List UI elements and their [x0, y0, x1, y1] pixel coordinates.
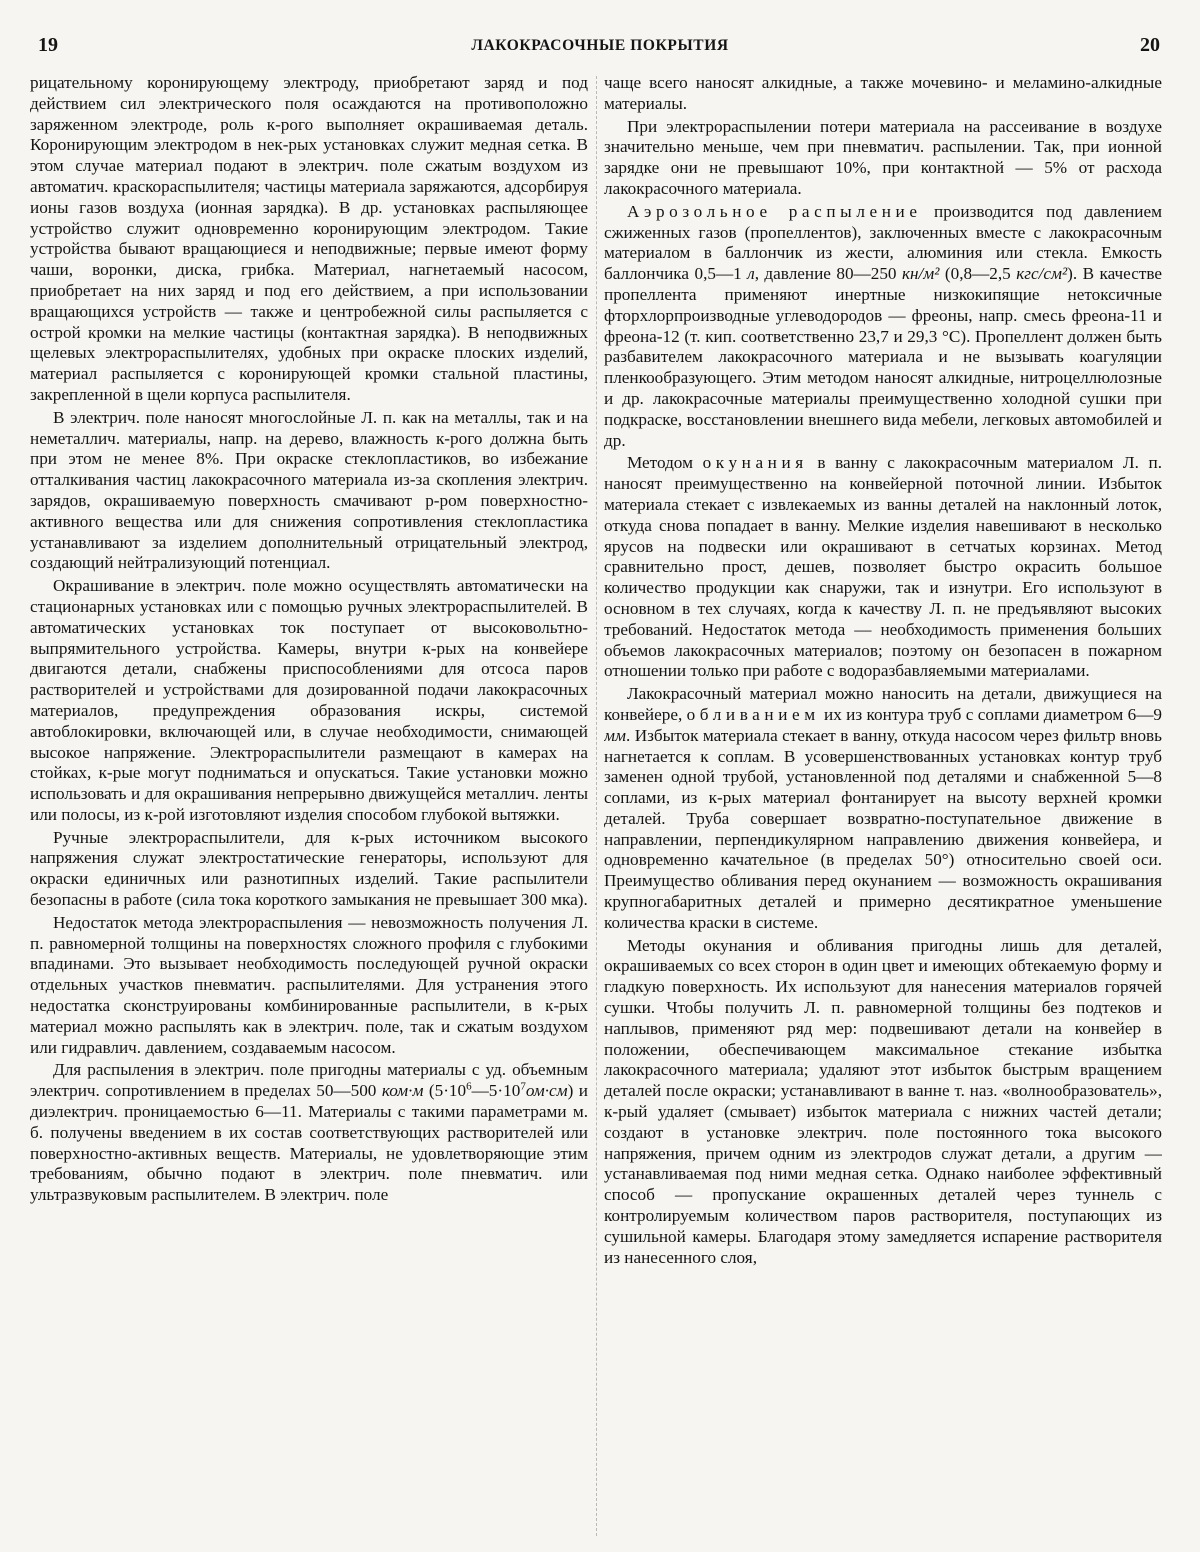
text-run: ) и диэлектрич. проницаемостью 6—11. Материалы с такими параметрами м. б. получены введением в их состав соответствующих растворителей или поверхностно-активных веществ. Материалы, не удовлетворяющие этим требованиям, обычно подают в электрич. поле пневматич. или ультразвуковым распылителем. В электрич. поле — [30, 1081, 588, 1205]
unit-text: мм — [604, 725, 626, 745]
paragraph: В электрич. поле наносят многослойные Л. п. как на металлы, так и на неметаллич. материалы, напр. на дерево, влажность к-рого должна быть при этом не менее 8%. При окраске стеклопластиков, во избежание отталкивания частиц лакокрасочного материала из-за скопления электрич. зарядов, окрашиваемую поверхность смачивают р-ром поверхностно-активного вещества или для снижения сопротивления стеклопластика устанавливают за изделием дополнительный отрицательный электрод, создающий нейтрализующий потенциал. — [30, 407, 588, 573]
right-column — [604, 73, 1162, 1543]
spaced-term: Аэрозольное распыление — [627, 201, 922, 221]
unit-text: кн/м² — [901, 264, 940, 284]
text-run: (0,8—2,5 — [939, 264, 1017, 284]
paragraph: чаще всего наносят алкидные, а также мочевино- и меламино-алкидные материалы. — [604, 73, 1162, 113]
page-number-left: 19 — [38, 34, 58, 56]
unit-text: ком·м — [381, 1081, 424, 1101]
paragraph — [604, 684, 1162, 934]
left-column — [30, 73, 588, 1543]
text-run: Методом — [627, 453, 703, 473]
column-divider — [596, 76, 597, 1536]
page-number-right: 20 — [1140, 34, 1160, 56]
paragraph — [30, 828, 588, 911]
text-run: (5·10 — [423, 1081, 467, 1101]
paragraph: Недостаток метода электрораспыления — невозможность получения Л. п. равномерной толщины на поверхностях сложного профиля с глубокими впадинами. Это вызывает необходимость последующей ручной окраски отдельных участков пневматич. распылителями. Для устранения этого недостатка сконструированы комбинированные распылители, в к-рых материал можно распылять как в электрич. поле, так и сжатым воздухом или гидравлич. давлением, создаваемым насосом. — [30, 912, 588, 1057]
unit-text: ом·см — [525, 1081, 568, 1101]
paragraph: Окрашивание в электрич. поле можно осуществлять автоматически на стационарных установках или с помощью ручных электрораспылителей. В автоматических установках ток поступает от высоковольтно-выпрямительного устройства. Камеры, внутри к-рых на конвейере двигаются детали, снабжены приспособлениями для отсоса паров растворителей и устройствами для дозированной подачи лакокрасочных материалов, предупреждения образования искры, системой автоблокировки, включающей или, в случае необходимости, снимающей высокое напряжение. Электрораспылители размещают в камерах на стойках, к-рые могут подниматься и опускаться. Такие установки можно использовать и для окрашивания непрерывно движущейся металлич. ленты или полосы, из к-рой изготовляют изделия способом глубокой вытяжки. — [30, 576, 588, 824]
running-head: ЛАКОКРАСОЧНЫЕ ПОКРЫТИЯ — [471, 37, 729, 54]
page-header — [30, 34, 1170, 62]
paragraph-text: Ручные электрораспылители, для к-рых источником высокого напряжения служат электростатические генераторы, используют для окраски единичных или разнотипных изделий. Такие распылители безопасны в работе (сила тока короткого замыкания не превышает 300 мка). — [30, 827, 588, 910]
spaced-term: обливанием — [686, 704, 820, 724]
text-run: , давление 80—250 — [754, 264, 902, 284]
unit-text: л — [747, 264, 755, 284]
exponent: 7 — [520, 1080, 526, 1093]
paragraph: При электрораспылении потери материала на рассеивание в воздухе значительно меньше, чем при пневматич. распылении. Так, при ионной зарядке они не превышают 10%, при контактной — 5% от расхода лакокрасочного материала. — [604, 116, 1162, 198]
text-run: Для распыления в электрич. поле пригодны материалы с уд. объемным электрич. сопротивлением в пределах 50—500 — [30, 1060, 588, 1101]
unit-text: кгс/см² — [1016, 264, 1068, 284]
text-run: в ванну с лакокрасочным материалом Л. п. наносят преимущественно на конвейерной поточной линии. Избыток материала стекает с извлекаемых из ванны деталей на наклонный лоток, откуда снова попадает в ванну. Мелкие изделия навешивают в несколько ярусов на подвески или окрашивают в сетчатых корзинах. Метод сравнительно прост, дешев, позволяет быстро окрасить большое количество продукции как снаружи, так и изнутри. Его используют в основном в тех случаях, когда к качеству Л. п. не предъявляют высоких требований. Недостаток метода — необходимость применения больших объемов лакокрасочных материалов; поэтому он безопасен в пожарном отношении только при работе с водоразбавляемыми материалами. — [604, 453, 1162, 681]
exponent: 6 — [466, 1080, 472, 1093]
paragraph — [604, 202, 1162, 452]
text-run: производится под давлением сжиженных газов (пропеллентов), заключенных вместе с лакокрасочным материалом в баллончик из жести, алюминия или стекла. Емкость баллончика 0,5—1 — [604, 201, 1162, 284]
paragraph: рицательному коронирующему электроду, приобретают заряд и под действием сил электрического поля осаждаются на противоположно заряженном электроде, роль к-рого выполняет окрашиваемая деталь. Коронирующим электродом в нек-рых установках служит медная сетка. В этом случае материал подают в электрич. поле сжатым воздухом из автоматич. краскораспылителя; частицы материала заряжаются, адсорбируя ионы газов воздуха (ионная зарядка). В др. установках распыляющее устройство служит одновременно коронирующим электродом. Такие устройства бывают вращающиеся и неподвижные; первые имеют форму чаши, воронки, диска, грибка. Материал, нагнетаемый насосом, приобретает на них заряд и под его действием, а при использовании вращающихся устройств — также и центробежной силы распыляется с острой кромки на мелкие частицы (контактная зарядка). В неподвижных щелевых электрораспылителях, удобных при окраске плоских изделий, материал распыляется с коронирующей кромки стальной пластины, закрепленной в щели корпуса распылителя. — [30, 73, 588, 404]
paragraph: Методы окунания и обливания пригодны лишь для деталей, окрашиваемых со всех сторон в один цвет и имеющих обтекаемую форму и гладкую поверхность. Их используют для нанесения материалов горячей сушки. Чтобы получить Л. п. равномерной толщины без подтеков и наплывов, применяют ряд мер: подвешивают детали на конвейер в положении, обеспечивающем максимальное стекание избытка лакокрасочного материала; удаляют этот избыток быстрым вращением деталей после окраски; устанавливают в ванне т. наз. «волнообразователь», к-рый удаляет (смывает) избыток материала с нижних частей детали; создают в установке электрич. поле постоянного тока высокого напряжения, причем одним из электродов служат детали, а другим — устанавливаемая под ними медная сетка. Однако наиболее эффективный способ — пропускание окрашенных деталей через туннель с контролируемым количеством паров растворителя, поступающих из сушильной камеры. Благодаря этому замедляется испарение растворителя из нанесенного слоя, — [604, 935, 1162, 1267]
text-run: их из контура труб с соплами диаметром 6—9 — [819, 704, 1162, 724]
text-run: Лакокрасочный материал можно наносить на детали, движущиеся на конвейере, — [604, 684, 1162, 724]
text-run: ). В качестве пропеллента применяют инертные низкокипящие нетоксичные фторхлорпроизводные углеводородов — фреоны, напр. смесь фреона-11 и фреона-12 (т. кип. соответственно 23,7 и 29,3 °С). Пропеллент должен быть разбавителем лакокрасочного материала и не вызывать коагуляции пленкообразующего. Этим методом наносят алкидные, нитроцеллюлозные и др. лакокрасочные материалы преимущественно холодной сушки при подкраске, восстановлении внешнего вида мебели, легковых автомобилей и др. — [604, 264, 1162, 450]
text-run: . Избыток материала стекает в ванну, откуда насосом через фильтр вновь нагнетается к соплам. В усовершенствованных установках контур труб заменен одной трубой, установленной под деталями и снабженной 5—8 соплами, из к-рых материал фонтанирует на высоту верхней кромки деталей. Труба совершает возвратно-поступательное движение в направлении, перпендикулярном направлению движения конвейера, и одновременно качательное (в пределах 50°) относительно своей оси. Преимущество обливания перед окунанием — возможность окрашивания крупногабаритных деталей и примерно десятикратное уменьшение количества краски в системе. — [604, 725, 1162, 932]
paragraph — [604, 453, 1162, 682]
text-run: —5·10 — [471, 1081, 521, 1101]
spaced-term: окунания — [702, 453, 808, 473]
paragraph — [30, 1060, 588, 1206]
